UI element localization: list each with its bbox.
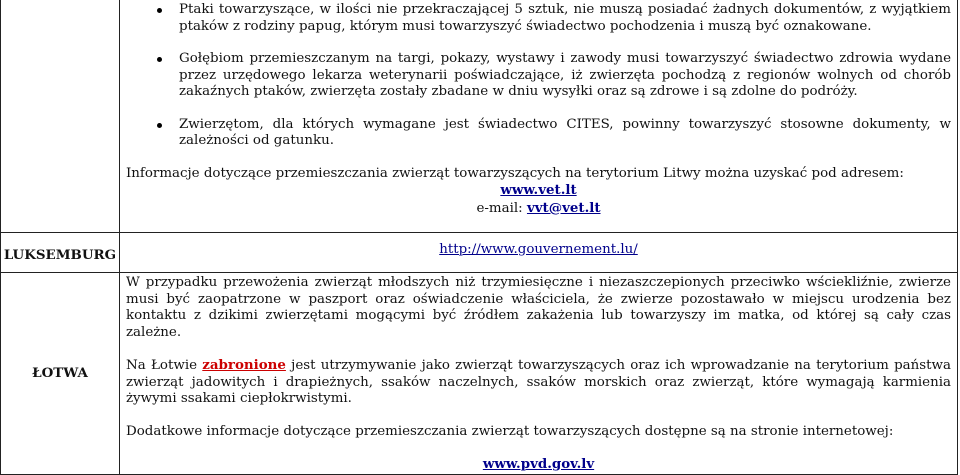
email-label: e-mail: (476, 200, 527, 216)
lithuania-content-cell (120, 0, 958, 233)
luxembourg-website-link[interactable]: http://www.gouvernement.lu/ (439, 242, 638, 257)
list-item: Gołębiom przemieszczanym na targi, pokazy, wystawy i zawody musi towarzyszyć świadectwo zdrowia wydane przez urzędowego lekarza weterynarii poświadczające, iż zwierzęta pochodzą z regionów wolnych od chorób zakaźnych ptaków, zwierzęta zostały zbadane w dniu wysyłki oraz są zdrowe i są zdolne do podróży. (126, 51, 951, 101)
latvia-content-cell (120, 273, 958, 475)
country-name: LUKSEMBURG (3, 246, 117, 263)
lithuania-website-link[interactable]: www.vet.lt (500, 182, 577, 198)
rules-list (126, 2, 951, 150)
luxembourg-country-cell (1, 233, 120, 273)
list-item: Ptaki towarzyszące, w ilości nie przekraczającej 5 sztuk, nie muszą posiadać żadnych dokumentów, z wyjątkiem ptaków z rodziny papug, którym musi towarzyszyć świadectwo pochodzenia i muszą być oznakowane. (126, 2, 951, 35)
latvia-paragraph-2: Na Łotwie zabronione jest utrzymywanie jako zwierząt towarzyszących oraz ich wprowadzanie na terytorium państwa zwierząt jadowitych i drapieżnych, ssaków naczelnych, ssaków morskich oraz zwierząt, które wymagają karmienia żywymi ssakami ciepłokrwistymi. (126, 357, 951, 406)
luxembourg-row (1, 233, 958, 273)
lithuania-country-cell (1, 0, 120, 233)
bullet-icon (157, 123, 162, 128)
latvia-paragraph-3: Dodatkowe informacje dotyczące przemieszczania zwierząt towarzyszących dostępne są na stronie internetowej: (126, 423, 894, 439)
latvia-row (1, 273, 958, 475)
latvia-paragraph-1: W przypadku przewożenia zwierząt młodszych niż trzymiesięczne i niezaszczepionych przeciwko wściekliźnie, zwierze musi być zaopatrzone w paszport oraz oświadczenie właściciela, że zwierze pozostawało w miejscu urodzenia bez kontaktu z dzikimi zwierzętami mogącymi być źródłem zakażenia lub towarzyszy im matka, od której są cały czas zależne. (126, 275, 951, 340)
latvia-website-link[interactable]: www.pvd.gov.lv (482, 456, 595, 472)
lithuania-email-link[interactable]: vvt@vet.lt (526, 199, 601, 216)
lithuania-info-text: Informacje dotyczące przemieszczania zwierząt towarzyszących na terytorium Litwy można uzyskać pod adresem: (126, 165, 904, 181)
prohibited-label: zabronione (202, 357, 286, 373)
luxembourg-content-cell (120, 233, 958, 273)
lithuania-row (1, 0, 958, 233)
country-name: ŁOTWA (32, 365, 88, 382)
list-item: Zwierzętom, dla których wymagane jest świadectwo CITES, powinny towarzyszyć stosowne dokumenty, w zależności od gatunku. (126, 117, 951, 150)
bullet-icon (157, 8, 162, 13)
latvia-country-cell (1, 273, 120, 475)
bullet-icon (157, 57, 162, 62)
